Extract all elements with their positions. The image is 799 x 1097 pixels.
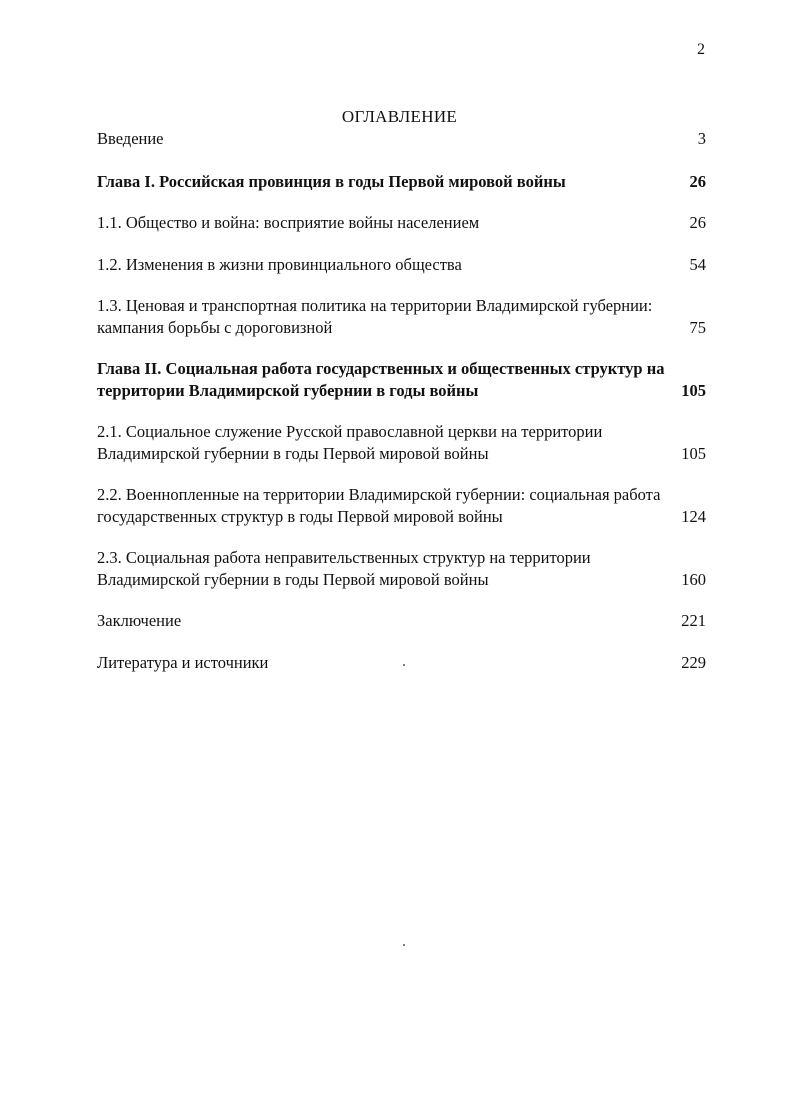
toc-entry-page: 26 — [689, 213, 706, 232]
scan-speck — [403, 944, 405, 946]
toc-entry-page: 105 — [681, 444, 706, 463]
toc-entry-label: Глава I. Российская провинция в годы Первой мировой войны — [97, 172, 566, 191]
toc-title: ОГЛАВЛЕНИЕ — [341, 107, 458, 126]
toc-entry-1-3 — [97, 295, 706, 339]
toc-entry-page: 160 — [681, 570, 706, 589]
toc-entry-page: 26 — [689, 172, 706, 191]
toc-entry-label: 2.1. Социальное служение Русской православной церкви на территории Владимирской губернии в годы Первой мировой войны — [97, 422, 603, 463]
toc-entry-label: 2.2. Военнопленные на территории Владимирской губернии: социальная работа государственных структур в годы Первой мировой войны — [97, 485, 661, 526]
toc-entry-page: 105 — [681, 381, 706, 400]
toc-entry-bibliography — [97, 652, 706, 674]
toc-entry-page: 221 — [681, 611, 706, 630]
toc-entry-label: 2.3. Социальная работа неправительственных структур на территории Владимирской губернии в годы Первой мировой войны — [97, 548, 591, 589]
toc-entry-label: Заключение — [97, 611, 182, 630]
toc-entry-page: 54 — [689, 255, 706, 274]
toc-entry-label: Литература и источники — [97, 653, 269, 672]
toc-entry-page: 3 — [697, 129, 706, 148]
toc-entry-2-2 — [97, 484, 706, 528]
toc-entry-label: Глава II. Социальная работа государственных и общественных структур на территории Владимирской губернии в годы войны — [97, 359, 665, 400]
toc-entry-1-1 — [97, 212, 706, 234]
toc-entry-chapter-1 — [97, 171, 706, 193]
toc-entry-2-1 — [97, 421, 706, 465]
toc-entry-page: 124 — [681, 507, 706, 526]
toc-entry-label: 1.2. Изменения в жизни провинциального общества — [97, 255, 462, 274]
page-number: 2 — [697, 41, 705, 58]
toc-entry-page: 229 — [681, 653, 706, 672]
toc-entry-2-3 — [97, 547, 706, 591]
toc-entry-page: 75 — [689, 318, 706, 337]
toc-entry-chapter-2 — [97, 358, 706, 402]
toc-entry-label: 1.1. Общество и война: восприятие войны населением — [97, 213, 480, 232]
toc-entry-label: Введение — [97, 129, 164, 148]
toc-entry-1-2 — [97, 254, 706, 276]
toc-entry-label: 1.3. Ценовая и транспортная политика на территории Владимирской губернии: кампания борьбы с дороговизной — [97, 296, 653, 337]
scan-speck — [403, 664, 405, 666]
toc-entry-conclusion — [97, 610, 706, 632]
toc-entry-introduction — [97, 128, 706, 150]
